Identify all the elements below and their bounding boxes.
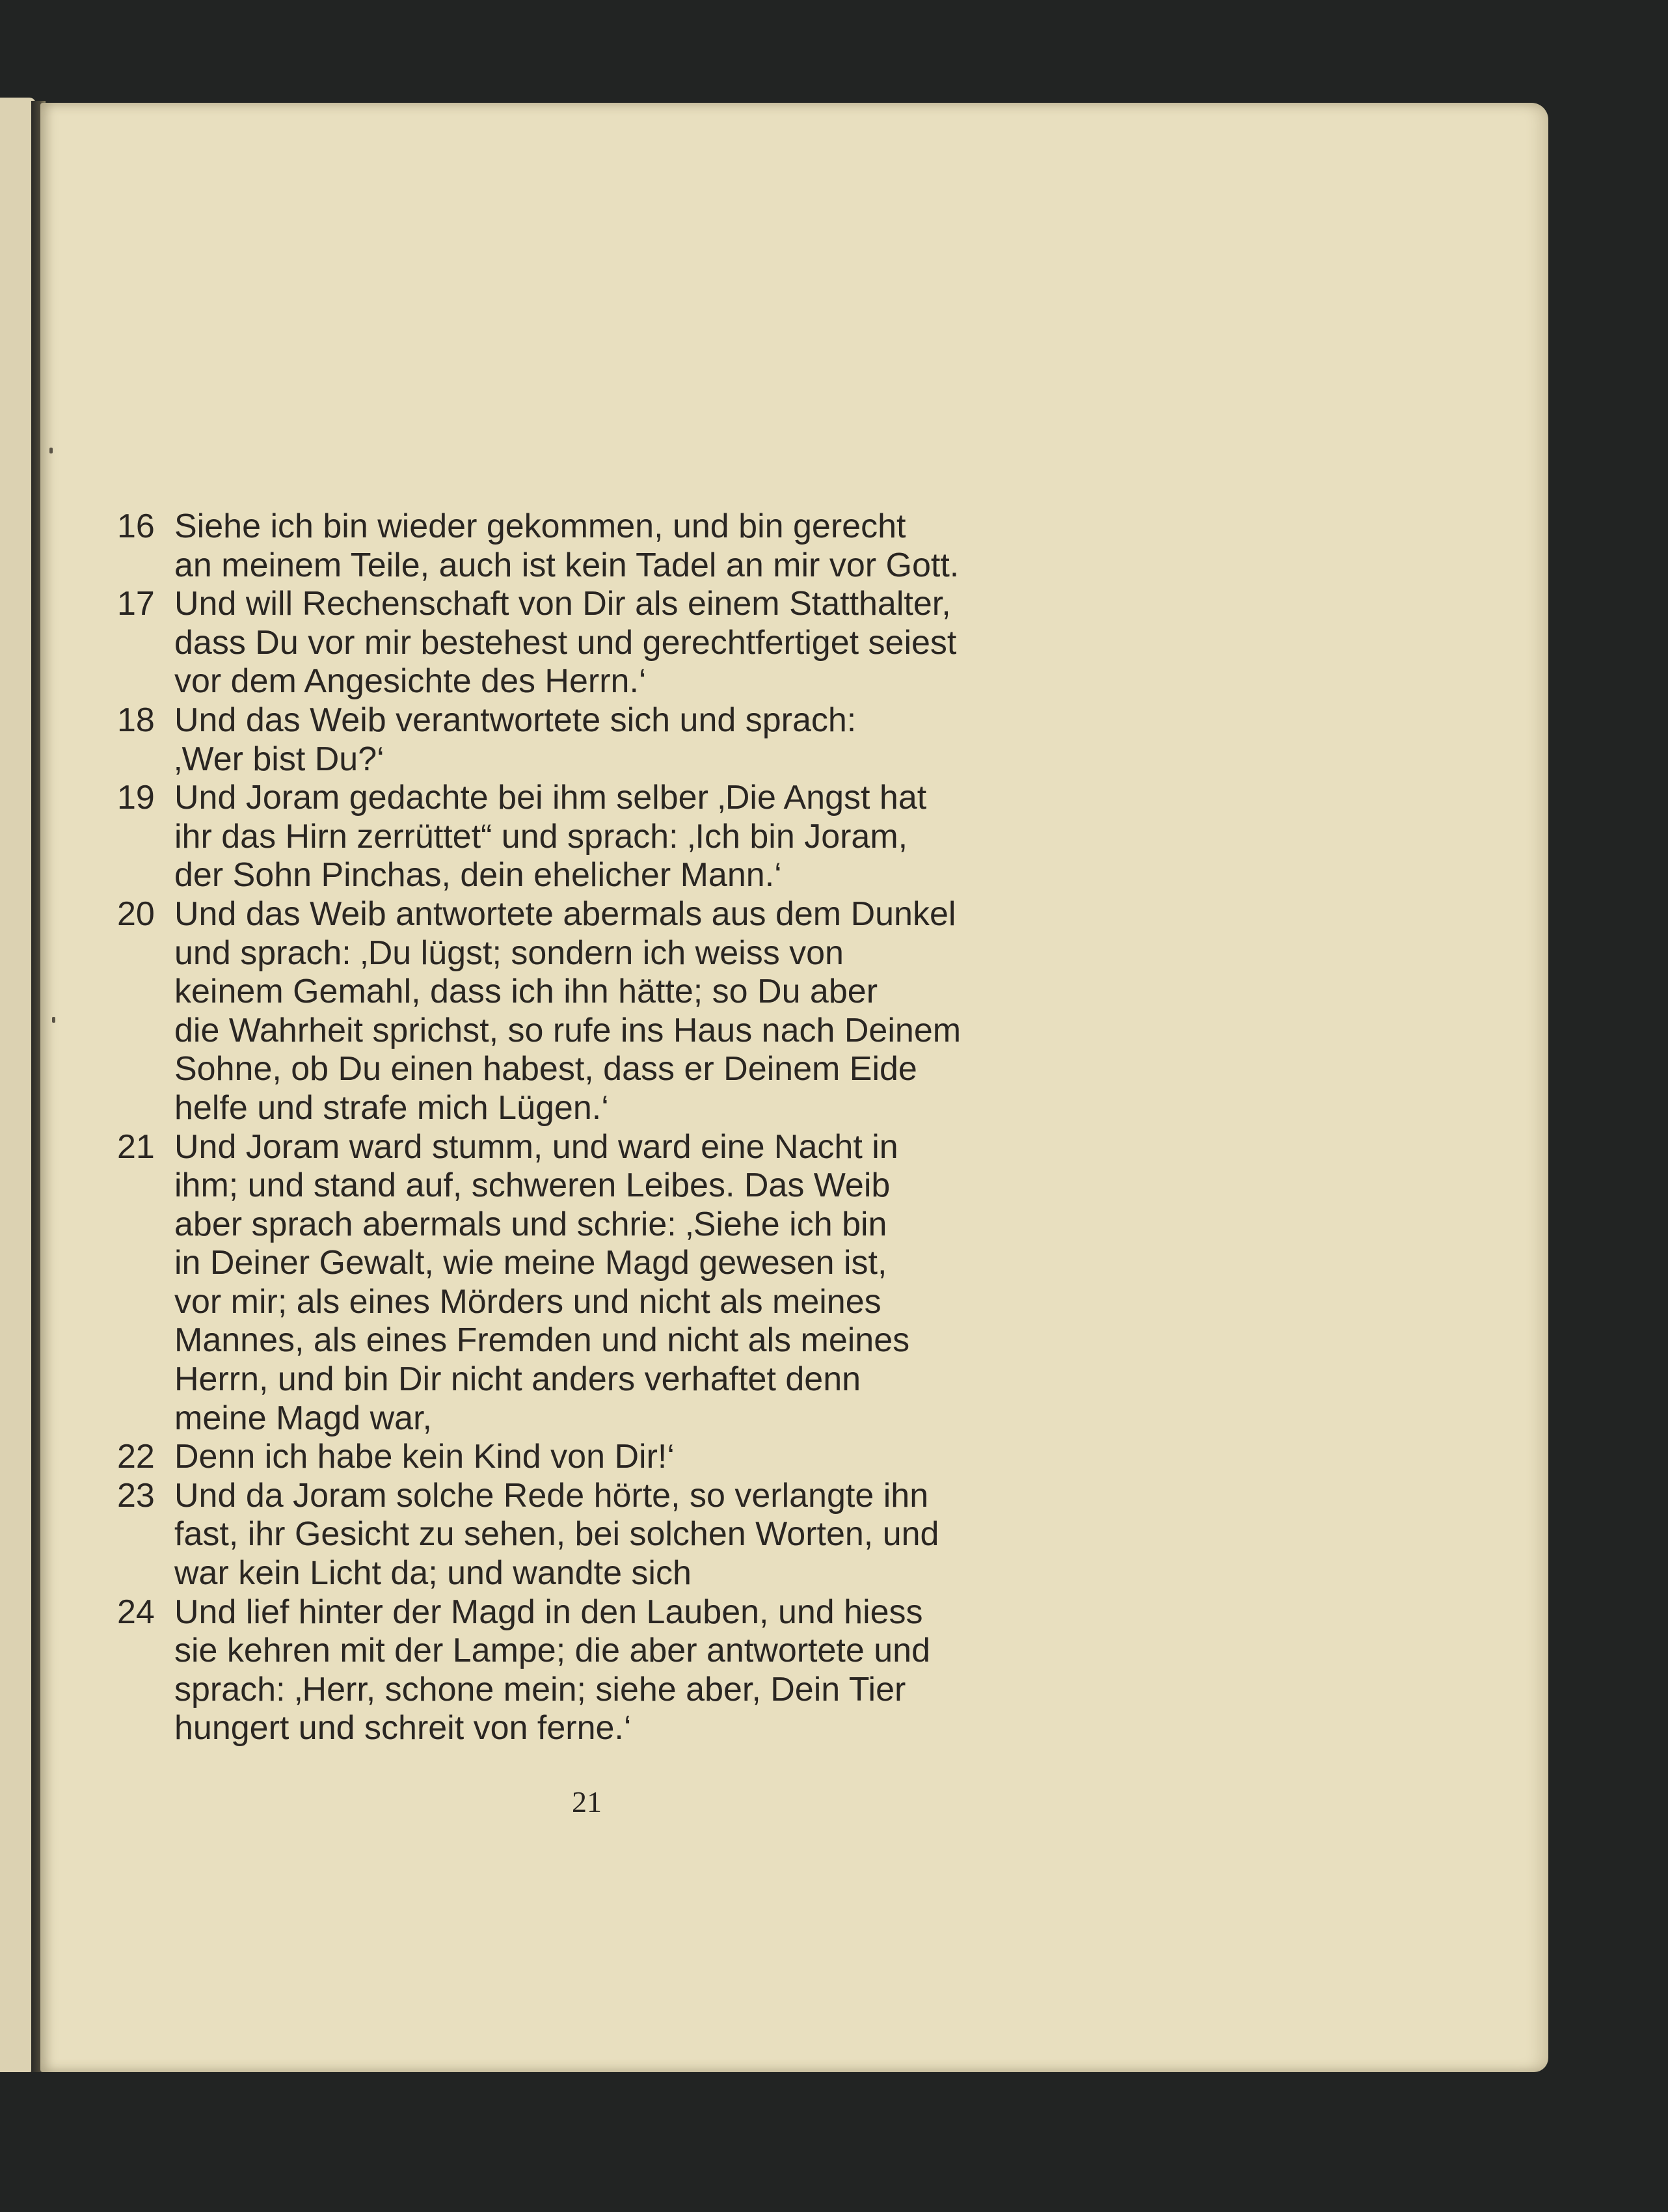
verse-number: 19 [117,779,155,817]
verse-list [117,507,1055,1748]
verse-text: Und das Weib antwortete abermals aus dem Dunkel und sprach: ‚Du lügst; sondern ich weiss von keinem Gemahl, dass ich ihn hätte; so Du aber die Wahrheit sprichst, so rufe ins Haus nach Deinem Sohne, ob Du einen habest, dass er Deinem Eide helfe und strafe mich Lügen.‘ [174,895,962,1127]
verse-number: 24 [117,1593,155,1631]
verse-21 [117,1128,1055,1438]
verse-text: Und da Joram solche Rede hörte, so verlangte ihn fast, ihr Gesicht zu sehen, bei solchen Worten, und war kein Licht da; und wandte sich [174,1476,939,1593]
verse-20 [117,895,1055,1128]
verse-23 [117,1477,1055,1593]
left-page-edge [0,98,36,2072]
verse-24 [117,1593,1055,1748]
verse-19 [117,779,1055,895]
verse-number: 23 [117,1476,155,1515]
verse-number: 22 [117,1438,155,1476]
verse-text: Und das Weib verantwortete sich und sprach: ‚Wer bist Du?‘ [174,701,857,778]
book-page [40,103,1548,2072]
verse-16 [117,507,1055,585]
verse-text: Und lief hinter der Magd in den Lauben, und hiess sie kehren mit der Lampe; die aber antwortete und sprach: ‚Herr, schone mein; siehe aber, Dein Tier hungert und schreit von ferne.‘ [174,1593,931,1747]
verse-text: Siehe ich bin wieder gekommen, und bin gerecht an meinem Teile, auch ist kein Tadel an mir vor Gott. [174,507,960,584]
verse-number: 21 [117,1127,155,1166]
verse-18 [117,701,1055,779]
verse-text: Denn ich habe kein Kind von Dir!‘ [174,1438,675,1476]
verse-17 [117,585,1055,701]
margin-mark [49,448,53,453]
page-number: 21 [572,1785,602,1818]
verse-text: Und Joram gedachte bei ihm selber ‚Die Angst hat ihr das Hirn zerrüttet“ und sprach: ‚Ich bin Joram, der Sohn Pinchas, dein ehelicher Mann.‘ [174,779,927,895]
margin-mark [52,1017,55,1023]
verse-text: Und will Rechenschaft von Dir als einem Statthalter, dass Du vor mir bestehest und gerechtfertiget seiest vor dem Angesichte des Herrn.‘ [174,585,957,701]
verse-number: 20 [117,895,155,933]
verse-text: Und Joram ward stumm, und ward eine Nacht in ihm; und stand auf, schweren Leibes. Das Weib aber sprach abermals und schrie: ‚Siehe ich bin in Deiner Gewalt, wie meine Magd gewesen ist, vor mir; als eines Mörders und nicht als meines Mannes, als eines Fremden und nicht als meines Herrn, und bin Dir nicht anders verhaftet denn meine Magd war, [174,1127,910,1437]
verse-22 [117,1438,1055,1477]
verse-number: 17 [117,585,155,623]
verse-number: 18 [117,701,155,739]
verse-number: 16 [117,507,155,545]
